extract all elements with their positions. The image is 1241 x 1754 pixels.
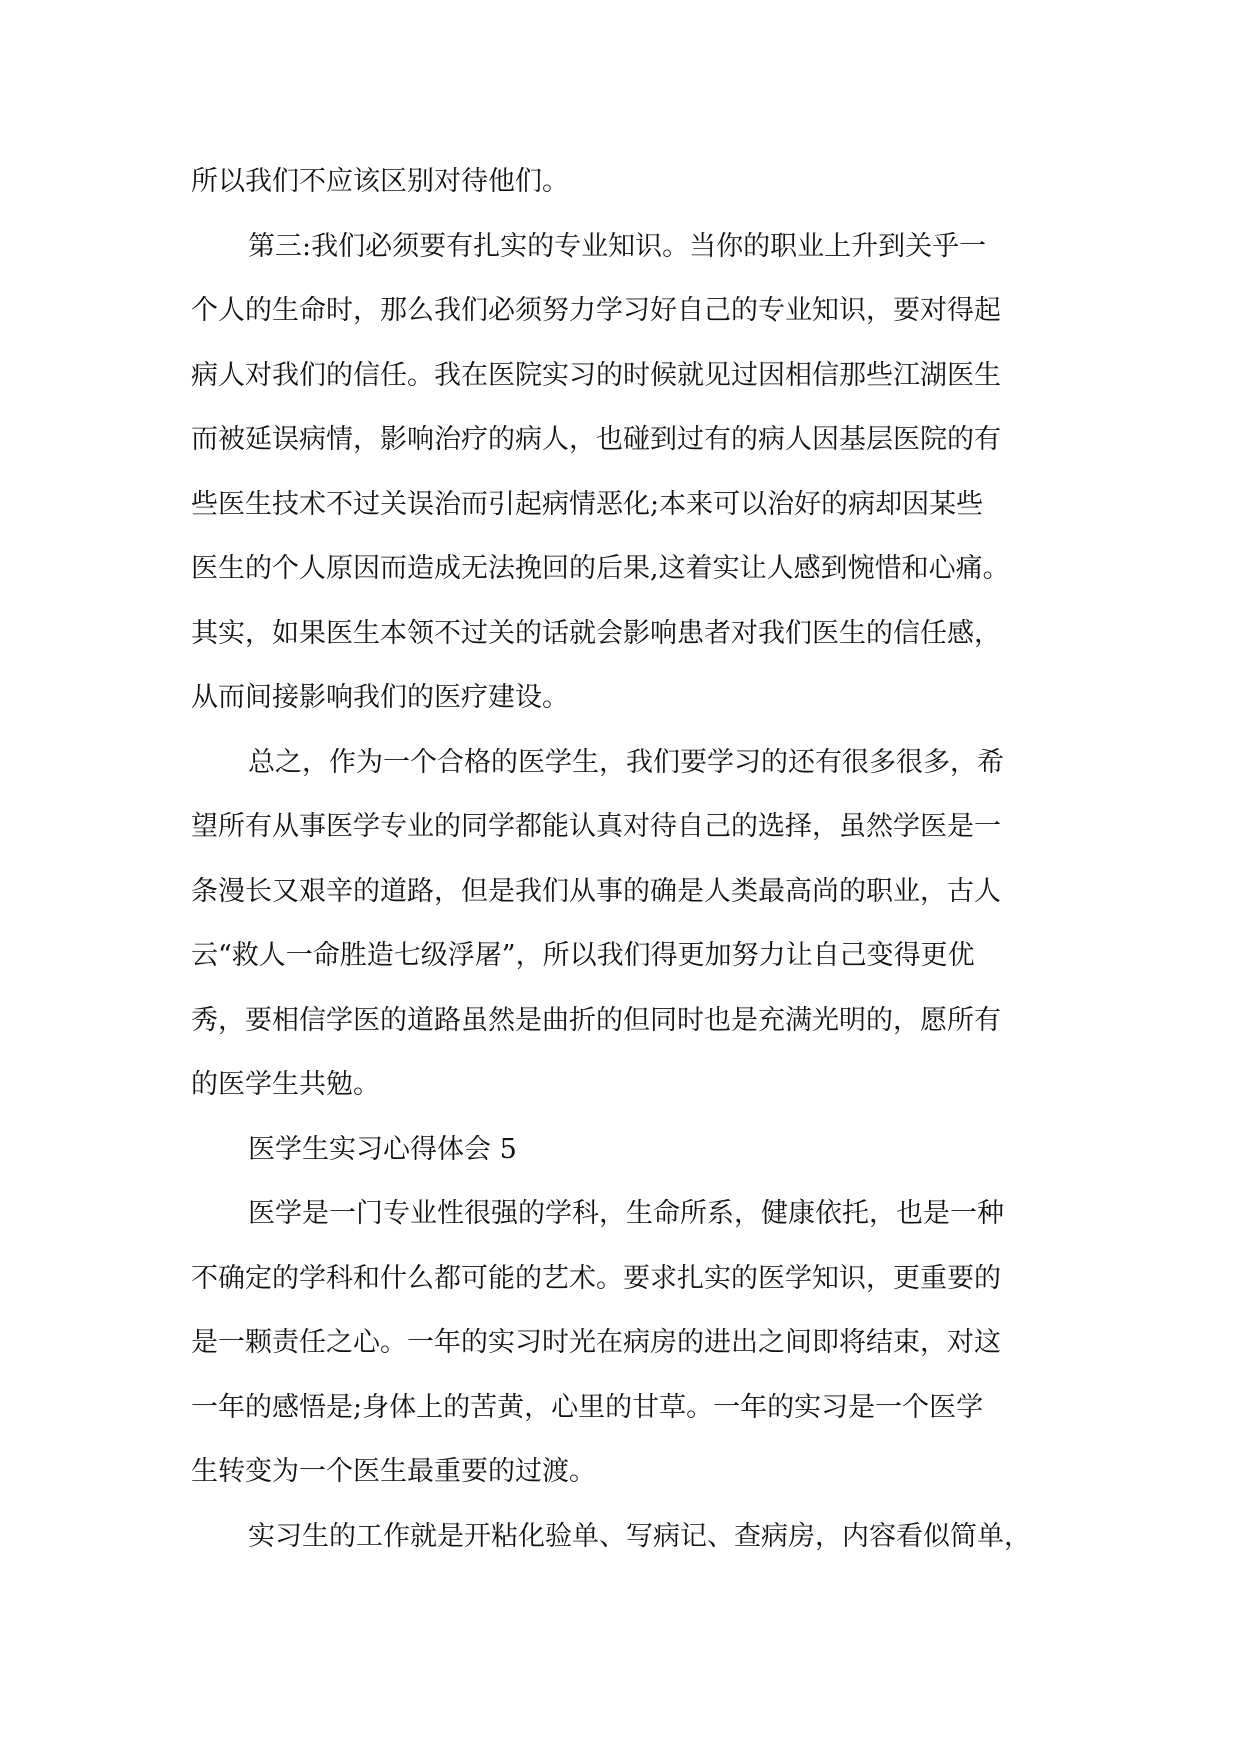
text-line: 所以我们不应该区别对待他们。 bbox=[191, 166, 569, 197]
text-line: 不确定的学科和什么都可能的艺术。要求扎实的医学知识，更重要的 bbox=[191, 1262, 1001, 1294]
text-line: 而被延误病情，影响治疗的病人，也碰到过有的病人因基层医院的有 bbox=[191, 424, 1001, 455]
text-line: 望所有从事医学专业的同学都能认真对待自己的选择，虽然学医是一 bbox=[191, 811, 1001, 842]
text-line: 病人对我们的信任。我在医院实习的时候就见过因相信那些江湖医生 bbox=[191, 359, 1001, 391]
paragraph-start-line: 第三:我们必须要有扎实的专业知识。当你的职业上升到关乎一 bbox=[248, 230, 987, 262]
text-line: 的医学生共勉。 bbox=[191, 1069, 380, 1100]
text-line: 秀，要相信学医的道路虽然是曲折的但同时也是充满光明的，愿所有 bbox=[191, 1004, 1001, 1036]
text-line: 生转变为一个医生最重要的过渡。 bbox=[191, 1456, 596, 1487]
text-line: 些医生技术不过关误治而引起病情恶化;本来可以治好的病却因某些 bbox=[191, 488, 984, 520]
text-line: 医生的个人原因而造成无法挽回的后果,这着实让人感到惋惜和心痛。 bbox=[191, 553, 1010, 584]
text-line: 条漫长又艰辛的道路，但是我们从事的确是人类最高尚的职业，古人 bbox=[191, 875, 1001, 907]
document-body bbox=[191, 150, 1061, 1569]
text-line: 云“救人一命胜造七级浮屠”，所以我们得更加努力让自己变得更优 bbox=[191, 940, 975, 971]
text-line: 从而间接影响我们的医疗建设。 bbox=[191, 682, 569, 713]
text-line: 个人的生命时，那么我们必须努力学习好自己的专业知识，要对得起 bbox=[191, 295, 1001, 326]
text-line: 一年的感悟是;身体上的苦黄，心里的甘草。一年的实习是一个医学 bbox=[191, 1391, 984, 1423]
text-line: 其实，如果医生本领不过关的话就会影响患者对我们医生的信任感， bbox=[191, 617, 1001, 649]
text-line: 是一颗责任之心。一年的实习时光在病房的进出之间即将结束，对这 bbox=[191, 1327, 1001, 1358]
section-heading: 医学生实习心得体会 5 bbox=[248, 1133, 517, 1165]
paragraph-start-line: 总之，作为一个合格的医学生，我们要学习的还有很多很多，希 bbox=[248, 746, 1004, 778]
paragraph-start-line: 实习生的工作就是开粘化验单、写病记、查病房，内容看似简单， bbox=[248, 1520, 1031, 1552]
paragraph-start-line: 医学是一门专业性很强的学科，生命所系，健康依托，也是一种 bbox=[248, 1198, 1004, 1229]
